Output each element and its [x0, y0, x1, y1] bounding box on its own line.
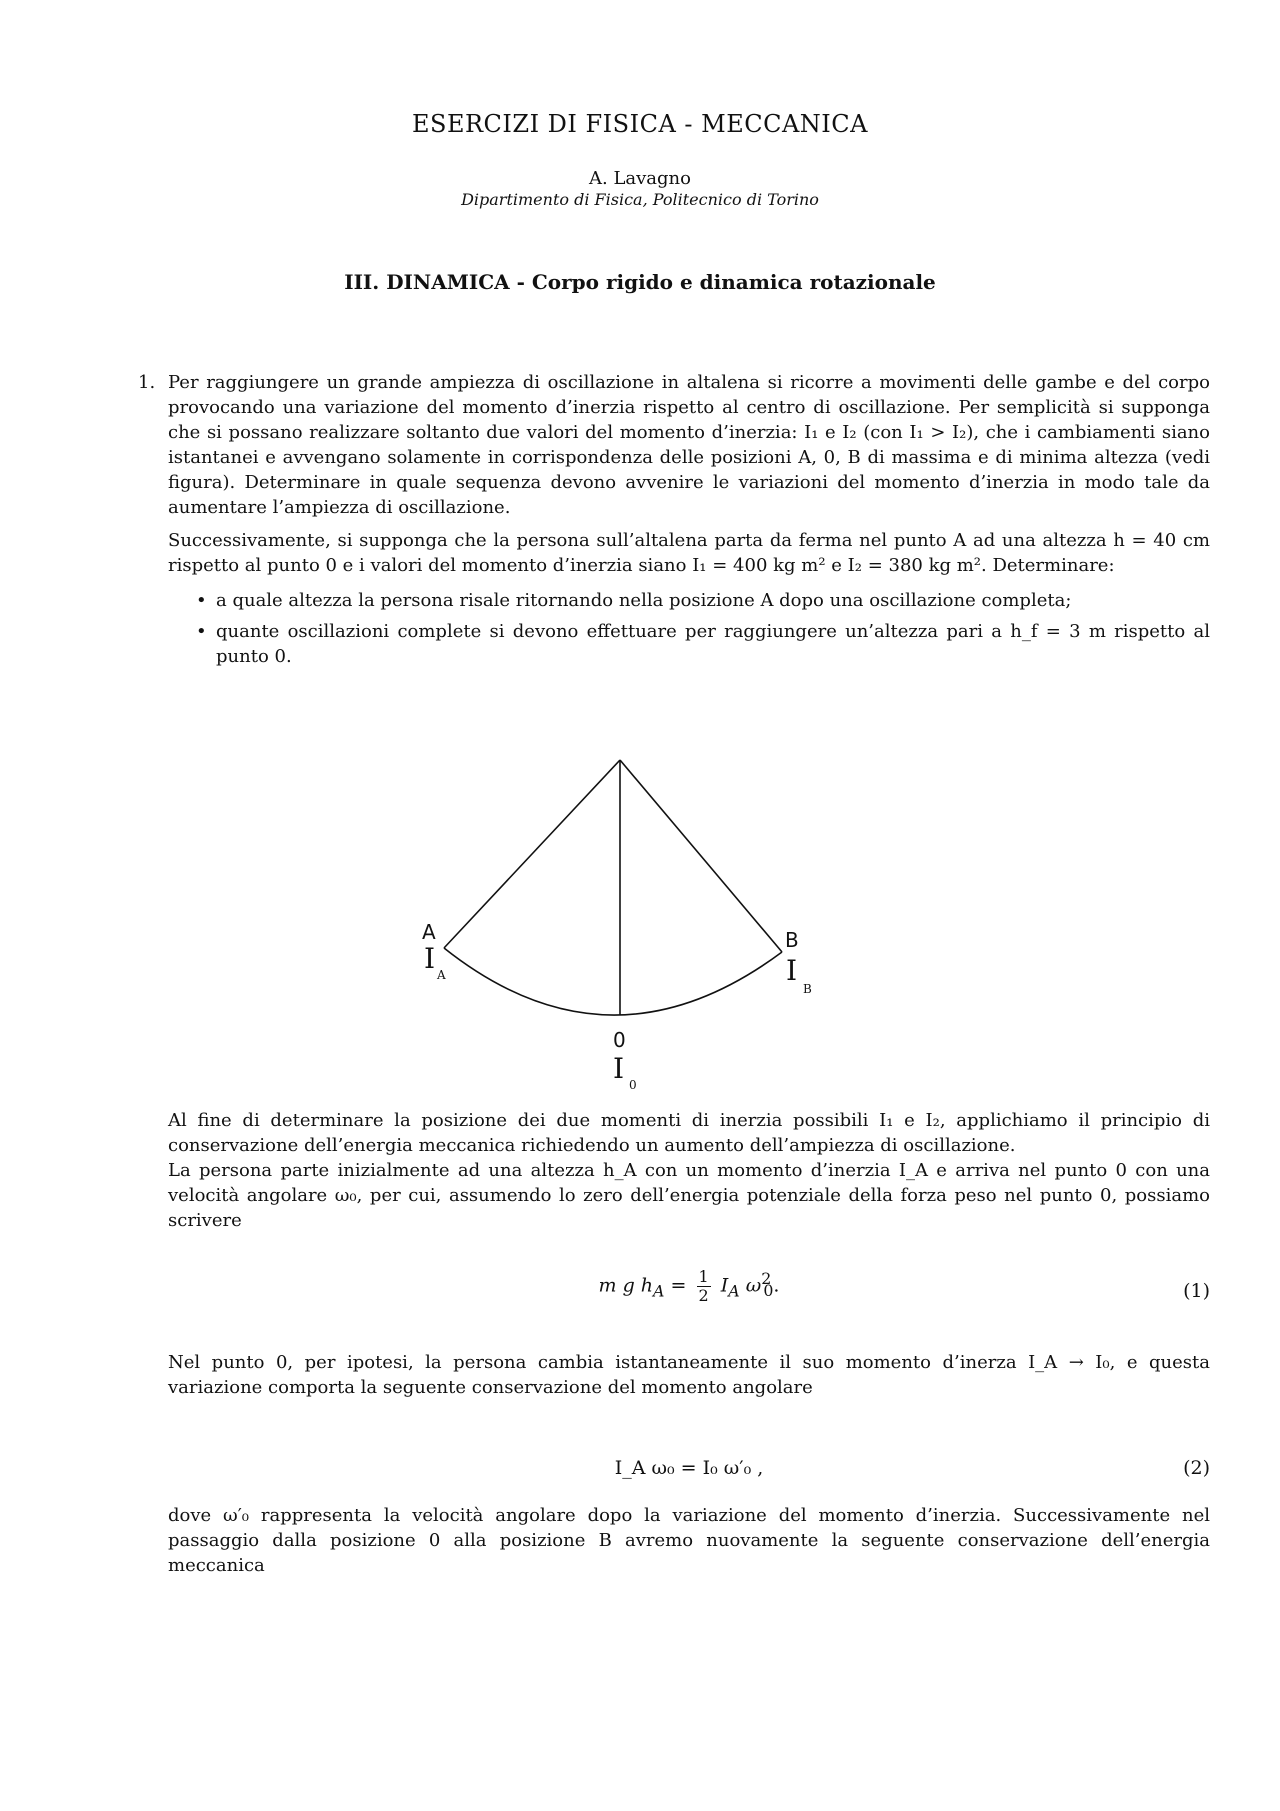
- swing-diagram: [410, 750, 830, 1090]
- eq1-omega: ω: [745, 1274, 762, 1297]
- author-affiliation: Dipartimento di Fisica, Politecnico di Torino: [461, 190, 819, 209]
- bullet-icon: •: [196, 621, 207, 642]
- solution-paragraph-3: Nel punto 0, per ipotesi, la persona cambia istantaneamente il suo momento d’inerza I_A → I₀, e questa variazione comporta la seguente conservazione del momento angolare: [168, 1352, 1210, 1398]
- equation-2: [168, 1457, 1210, 1487]
- point-b-label: B: [785, 928, 799, 952]
- problem-paragraph-2: Successivamente, si supponga che la persona sull’altalena parta da ferma nel punto A ad una altezza h = 40 cm rispetto al punto 0 e i valori del momento d’inerzia siano I₁ = 400 kg m² e I₂ = 380 kg m². Determinare:: [168, 530, 1210, 576]
- problem-paragraph-1: Per raggiungere un grande ampiezza di oscillazione in altalena si ricorre a movimenti delle gambe e del corpo provocando una variazione del momento d’inerzia rispetto al centro di oscillazione. Per semplicità si supponga che si possano realizzare soltanto due valori del momento d’inerzia: I₁ e I₂ (con I₁ > I₂), che i cambiamenti siano istantanei e avvengano solamente in corrispondenza delle posizioni A, 0, B di massima e di minima altezza (vedi figura). Determinare in quale sequenza devono avvenire le variazioni del momento d’inerzia in modo tale da aumentare l’ampiezza di oscillazione.: [168, 372, 1210, 518]
- equation-2-body: I_A ω₀ = I₀ ω′₀ ,: [614, 1457, 764, 1479]
- swing-rope-left: [444, 760, 620, 948]
- moment-b-subscript: B: [803, 982, 812, 996]
- problem-question-list: [168, 588, 1210, 669]
- document-title: ESERCIZI DI FISICA - MECCANICA: [412, 110, 868, 138]
- eq1-fraction-numerator: 1: [698, 1267, 709, 1286]
- swing-rope-right: [620, 760, 782, 952]
- equation-1-number: (1): [1183, 1280, 1210, 1302]
- author-name: A. Lavagno: [589, 168, 691, 189]
- eq1-right-sub: A: [728, 1281, 740, 1301]
- list-item: [168, 619, 1210, 669]
- solution-text-1: [168, 1108, 1210, 1241]
- point-a-label: A: [422, 920, 436, 944]
- solution-paragraph-2: La persona parte inizialmente ad una altezza h_A con un momento d’inerzia I_A e arriva nel punto 0 con una velocità angolare ω₀, per cui, assumendo lo zero dell’energia potenziale della forza peso nel punto 0, possiamo scrivere: [168, 1160, 1210, 1231]
- eq1-left-sub: A: [653, 1281, 665, 1301]
- eq1-fraction-denominator: 2: [698, 1286, 709, 1305]
- eq1-fraction: [697, 1268, 711, 1305]
- swing-arc: [444, 948, 782, 1015]
- point-0-label: 0: [613, 1028, 626, 1052]
- bullet-icon: •: [196, 590, 207, 611]
- moment-a-symbol: I: [424, 942, 436, 975]
- problem-number: 1.: [138, 372, 156, 393]
- solution-text-2: [168, 1350, 1210, 1408]
- eq1-left: m g h: [598, 1274, 654, 1297]
- eq1-right: I: [720, 1274, 729, 1297]
- moment-0-symbol: I: [613, 1052, 625, 1085]
- moment-b-symbol: I: [786, 954, 798, 987]
- equation-1-body: [168, 1268, 1210, 1305]
- eq1-omega-sub: 0: [763, 1281, 774, 1301]
- equation-2-number: (2): [1183, 1457, 1210, 1479]
- question-text-2: quante oscillazioni complete si devono effettuare per raggiungere un’altezza pari a h_f = 3 m rispetto al punto 0.: [216, 621, 1210, 667]
- section-heading: III. DINAMICA - Corpo rigido e dinamica rotazionale: [344, 270, 936, 294]
- solution-text-3: [168, 1503, 1210, 1586]
- eq1-period: .: [773, 1274, 780, 1297]
- eq1-equals: =: [670, 1274, 687, 1297]
- solution-paragraph-1: Al fine di determinare la posizione dei due momenti di inerzia possibili I₁ e I₂, applichiamo il principio di conservazione dell’energia meccanica richiedendo un aumento dell’ampiezza di oscillazione.: [168, 1110, 1210, 1156]
- list-item: [168, 588, 1210, 613]
- equation-1: [168, 1268, 1210, 1318]
- solution-paragraph-4: dove ω′₀ rappresenta la velocità angolare dopo la variazione del momento d’inerzia. Successivamente nel passaggio dalla posizione 0 alla posizione B avremo nuovamente la seguente conservazione dell’energia meccanica: [168, 1505, 1210, 1576]
- question-text-1: a quale altezza la persona risale ritornando nella posizione A dopo una oscillazione completa;: [216, 590, 1072, 611]
- problem-1: [138, 370, 1210, 675]
- moment-a-subscript: A: [437, 968, 446, 982]
- moment-0-subscript: 0: [629, 1078, 637, 1092]
- eq1-omega-sup: 2: [761, 1269, 772, 1289]
